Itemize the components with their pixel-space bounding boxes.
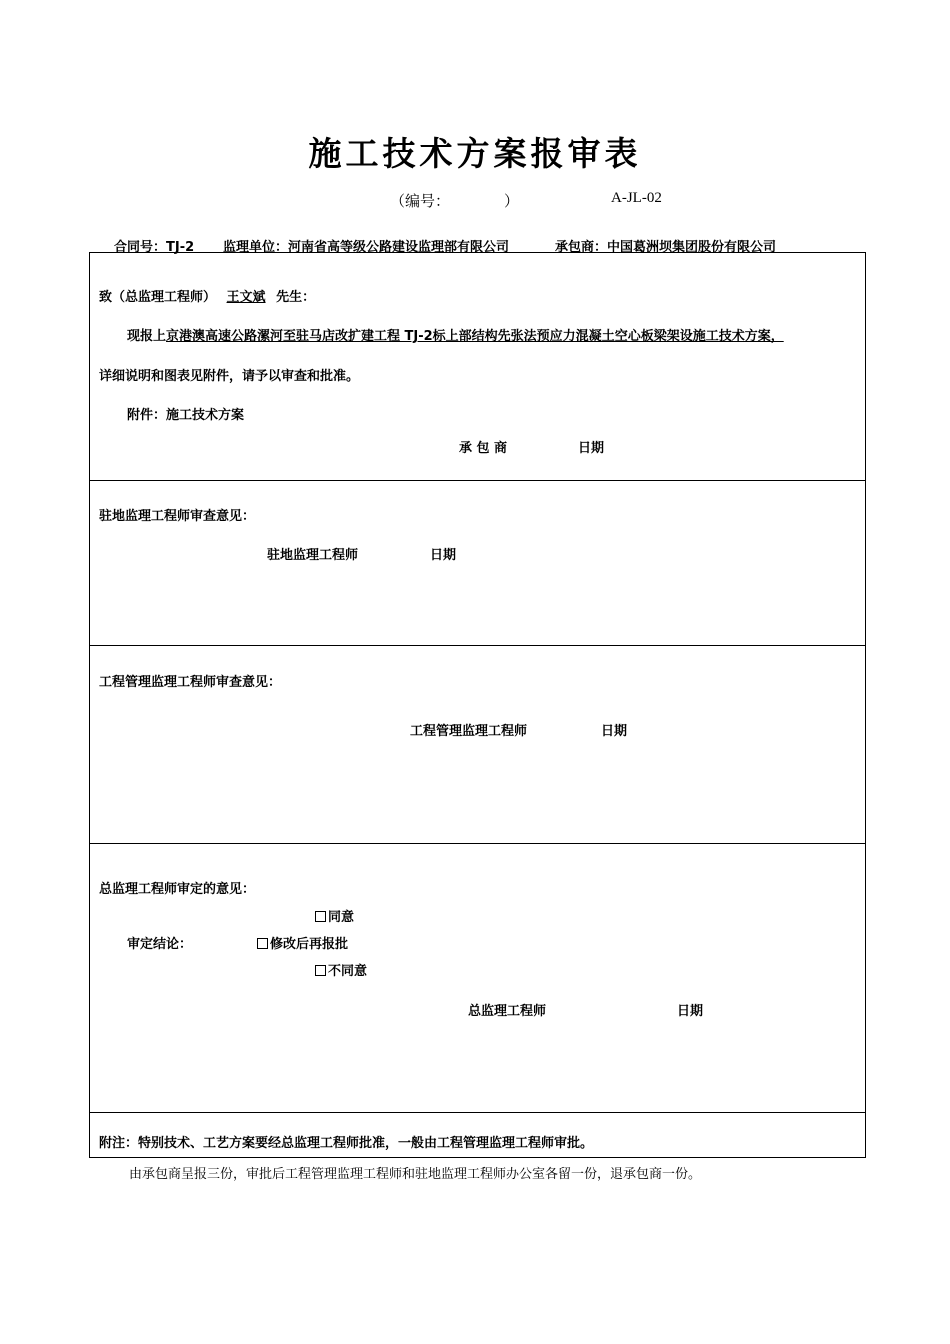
resident-engineer-signature-label: 驻地监理工程师	[267, 548, 359, 563]
contractor: 承包商：中国葛洲坝集团股份有限公司	[555, 240, 777, 255]
attachment-line: 附件：施工技术方案	[127, 408, 245, 423]
note-section	[89, 1112, 866, 1158]
checkbox-icon[interactable]	[315, 965, 326, 976]
page-title: 施工技术方案报审表	[308, 134, 642, 173]
supervision-unit: 监理单位：河南省高等级公路建设监理部有限公司	[223, 240, 510, 255]
application-line-2: 详细说明和图表见附件，请予以审查和批准。	[99, 369, 360, 384]
application-line: 现报上京港澳高速公路漯河至驻马店改扩建工程 TJ-2标上部结构先张法预应力混凝土空心板梁架设施工技术方案，	[127, 329, 784, 344]
checkbox-icon[interactable]	[315, 911, 326, 922]
management-engineer-heading: 工程管理监理工程师审查意见：	[99, 675, 282, 690]
serial-number-close: ）	[504, 194, 520, 210]
option-revise-resubmit[interactable]: 修改后再报批	[257, 933, 348, 952]
contractor-date-label: 日期	[578, 441, 605, 456]
management-engineer-signature-label: 工程管理监理工程师	[410, 724, 528, 739]
option-disapprove[interactable]: 不同意	[315, 960, 367, 979]
management-engineer-section	[89, 645, 866, 844]
chief-engineer-name: 王文斌	[226, 290, 266, 305]
resident-engineer-section	[89, 480, 866, 646]
chief-engineer-section	[89, 843, 866, 1113]
note-text: 附注：特别技术、工艺方案要经总监理工程师批准，一般由工程管理监理工程师审批。	[99, 1136, 594, 1151]
contract-number: 合同号：TJ-2	[114, 240, 195, 255]
option-approve[interactable]: 同意	[315, 906, 354, 925]
project-name: 京港澳高速公路漯河至驻马店改扩建工程 TJ-2标上部结构先张法预应力混凝土空心板梁架设施工技术方案，	[166, 329, 784, 344]
form-code: A-JL-02	[611, 190, 662, 206]
serial-number-open: （编号：	[390, 194, 451, 210]
chief-engineer-heading: 总监理工程师审定的意见：	[99, 882, 256, 897]
contractor-signature-label: 承 包 商	[459, 441, 508, 456]
distribution-footer: 由承包商呈报三份，审批后工程管理监理工程师和驻地监理工程师办公室各留一份，退承包商一份。	[129, 1167, 702, 1182]
addressee-line: 致（总监理工程师） 王文斌 先生：	[99, 290, 316, 305]
checkbox-icon[interactable]	[257, 938, 268, 949]
chief-engineer-signature-label: 总监理工程师	[468, 1004, 547, 1019]
resident-engineer-heading: 驻地监理工程师审查意见：	[99, 509, 256, 524]
chief-engineer-date-label: 日期	[677, 1004, 704, 1019]
application-section	[89, 252, 866, 481]
resident-engineer-date-label: 日期	[430, 548, 457, 563]
management-engineer-date-label: 日期	[601, 724, 628, 739]
conclusion-label: 审定结论：	[127, 937, 193, 952]
